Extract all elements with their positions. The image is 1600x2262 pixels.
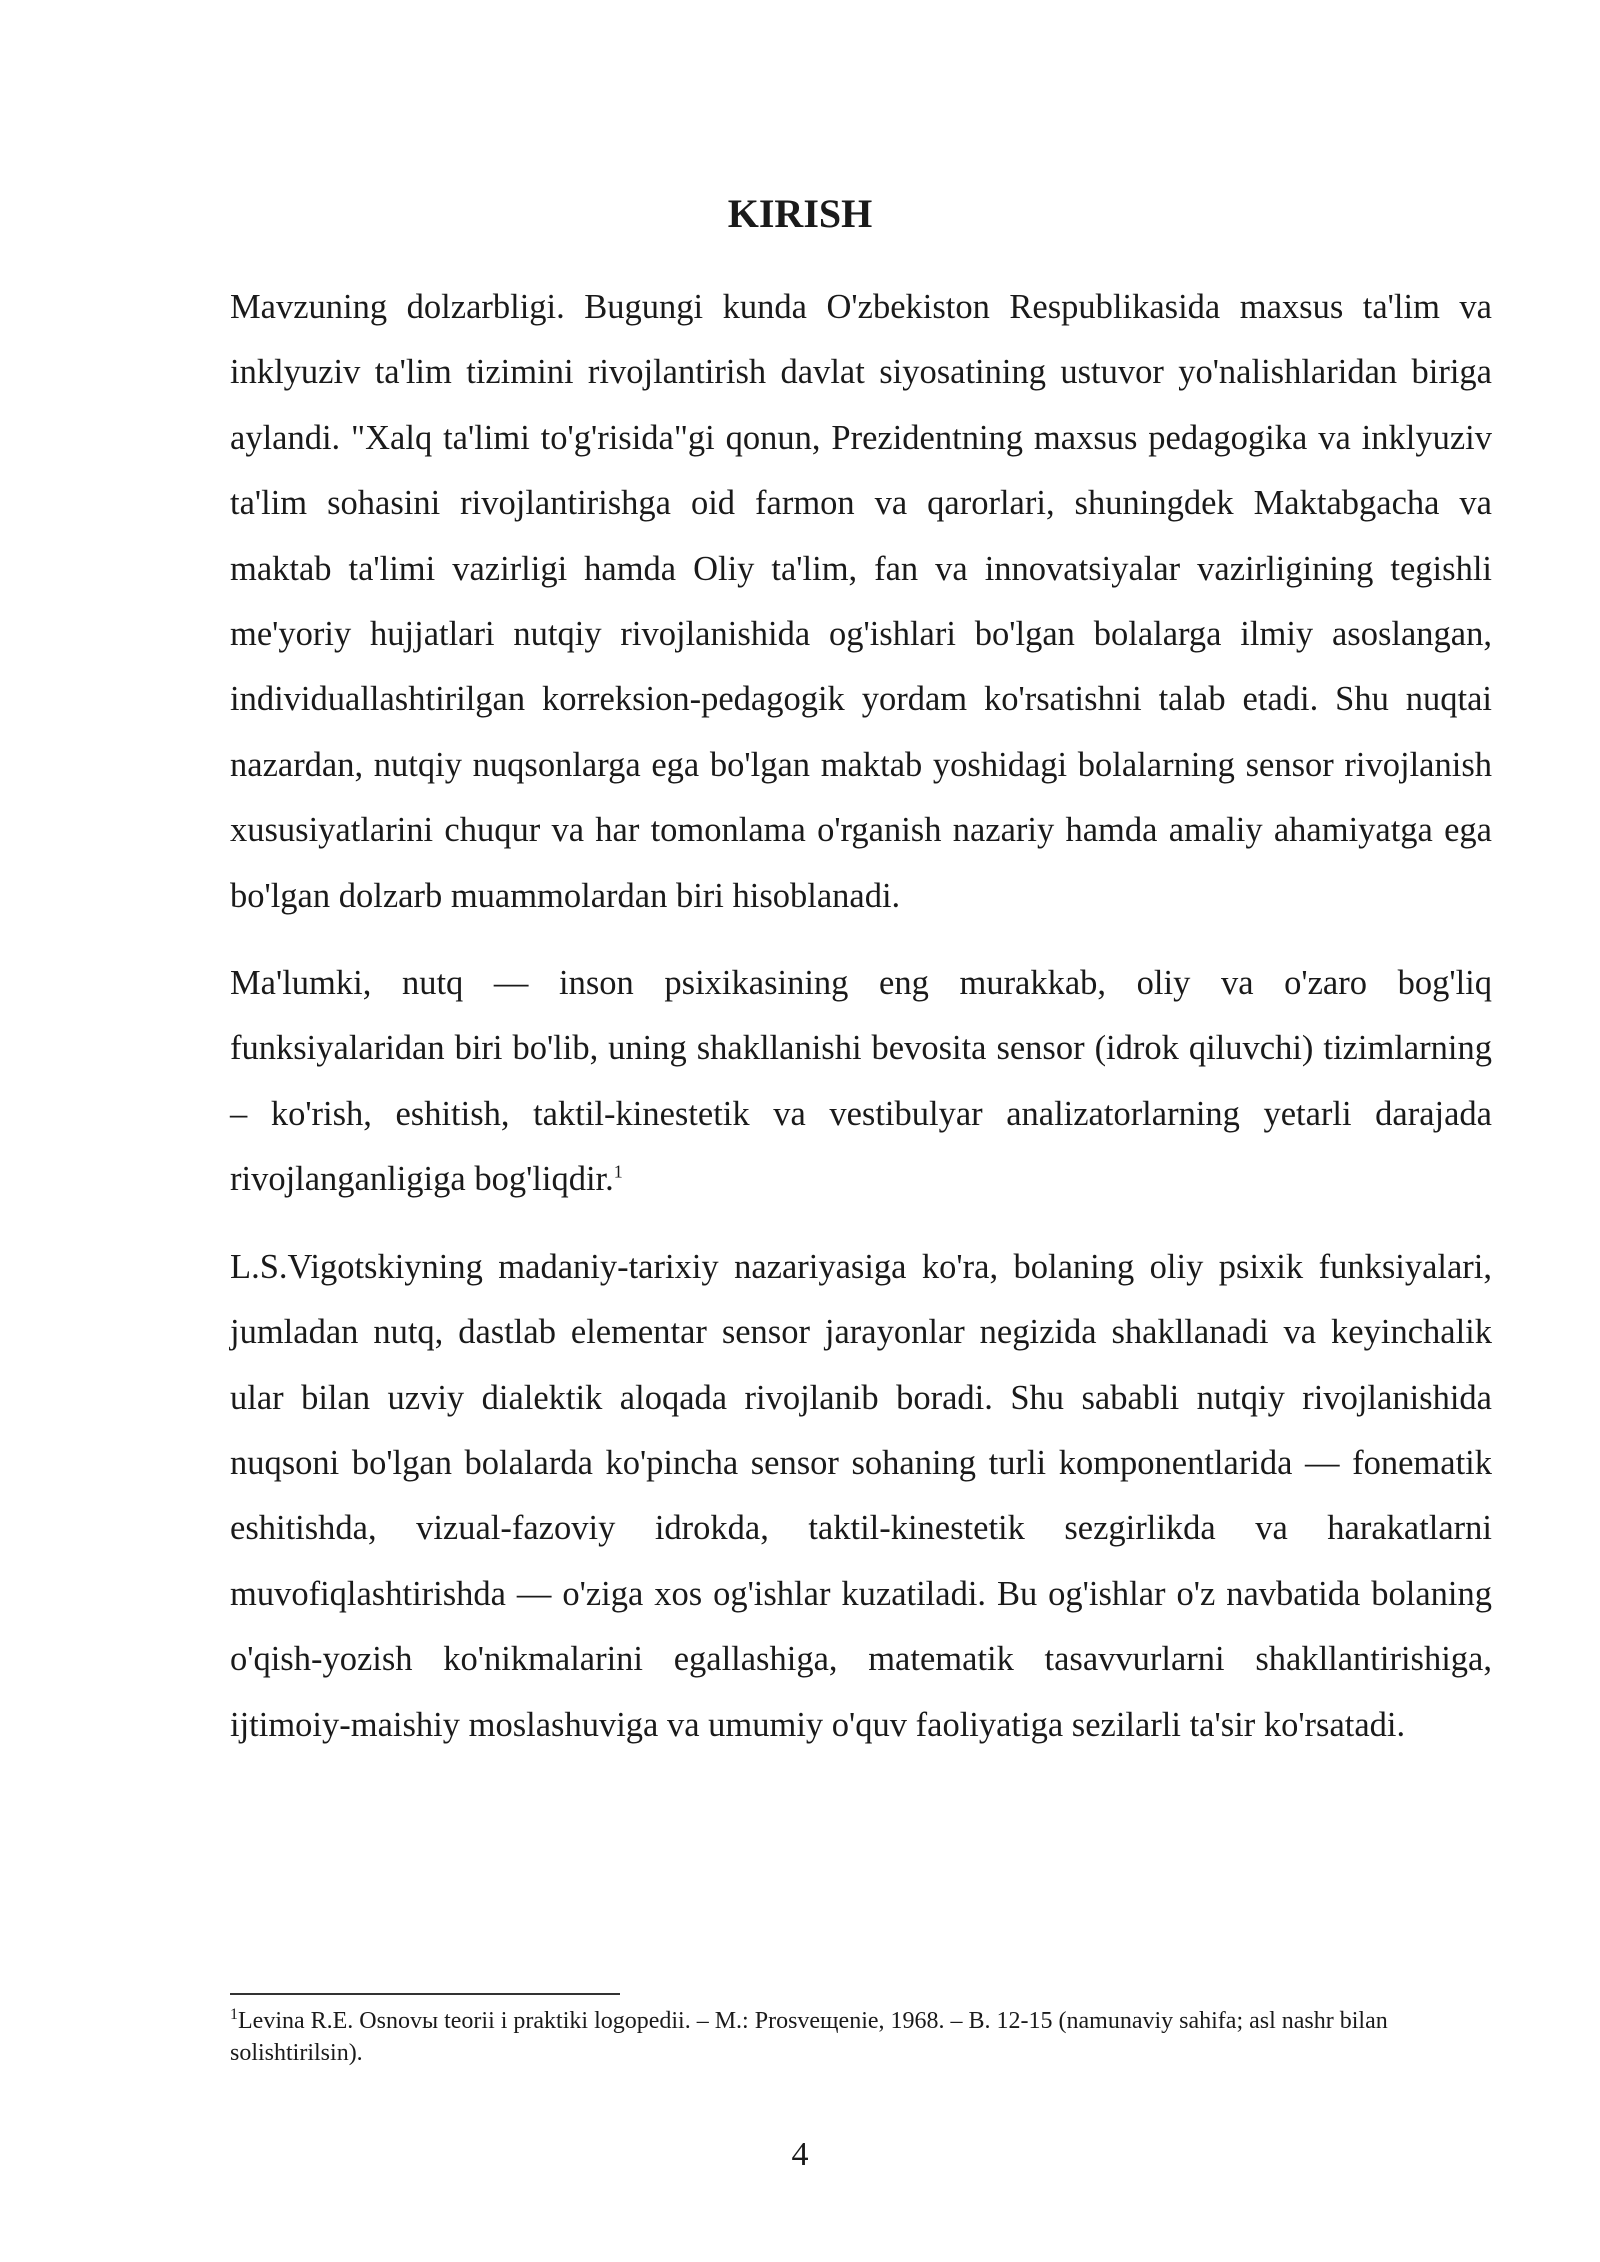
footnote (230, 2005, 1492, 2069)
paragraph-speech (230, 951, 1492, 1213)
footnote-separator (230, 1993, 620, 1995)
paragraph-text: Mavzuning dolzarbligi. Bugungi kunda O'zbekiston Respublikasida maxsus ta'lim va inklyuziv ta'lim tizimini rivojlantirish davlat siyosatining ustuvor yo'nalishlaridan biriga aylandi. "Xalq ta'limi to'g'risida"gi qonun, Prezidentning maxsus pedagogika va inklyuziv ta'lim sohasini rivojlantirishga oid farmon va qarorlari, shuningdek Maktabgacha va maktab ta'limi vazirligi hamda Oliy ta'lim, fan va innovatsiyalar vazirligining tegishli me'yoriy hujjatlari nutqiy rivojlanishida og'ishlari bo'lgan bolalarga ilmiy asoslangan, individuallashtirilgan korreksion-pedagogik yordam ko'rsatishni talab etadi. Shu nuqtai nazardan, nutqiy nuqsonlarga ega bo'lgan maktab yoshidagi bolalarning sensor rivojlanish xususiyatlarini chuqur va har tomonlama o'rganish nazariy hamda amaliy ahamiyatga ega bo'lgan dolzarb muammolardan biri hisoblanadi. (230, 288, 1492, 915)
footnote-mark: 1 (230, 2006, 238, 2023)
page-number: 4 (791, 2136, 809, 2173)
footnote-text: Levina R.E. Osnovы teorii i praktiki logopedii. – M.: Prosveщenie, 1968. – B. 12-15 (namunaviy sahifa; asl nashr bilan solishtirilsin). (230, 2008, 1388, 2066)
paragraph-relevance (230, 275, 1492, 929)
paragraph-text: Ma'lumki, nutq — inson psixikasining eng murakkab, oliy va o'zaro bog'liq funksiyalaridan biri bo'lib, uning shakllanishi bevosita sensor (idrok qiluvchi) tizimlarning – ko'rish, eshitish, taktil-kinestetik va vestibulyar analizatorlarning yetarli darajada rivojlanganligiga bog'liqdir. (230, 964, 1492, 1199)
body-text (230, 275, 1492, 1780)
paragraph-text: L.S.Vigotskiyning madaniy-tarixiy nazariyasiga ko'ra, bolaning oliy psixik funksiyalari, jumladan nutq, dastlab elementar sensor jarayonlar negizida shakllanadi va keyinchalik ular bilan uzviy dialektik aloqada rivojlanib boradi. Shu sababli nutqiy rivojlanishida nuqsoni bo'lgan bolalarda ko'pincha sensor sohaning turli komponentlarida — fonematik eshitishda, vizual-fazoviy idrokda, taktil-kinestetik sezgirlikda va harakatlarni muvofiqlashtirishda — o'ziga xos og'ishlar kuzatiladi. Bu og'ishlar o'z navbatida bolaning o'qish-yozish ko'nikmalarini egallashiga, matematik tasavvurlarni shakllantirishiga, ijtimoiy-maishiy moslashuviga va umumiy o'quv faoliyatiga sezilarli ta'sir ko'rsatadi. (230, 1247, 1492, 1744)
paragraph-vygotsky (230, 1235, 1492, 1758)
footnote-reference[interactable]: 1 (613, 1161, 623, 1182)
page-title: KIRISH (727, 191, 873, 236)
